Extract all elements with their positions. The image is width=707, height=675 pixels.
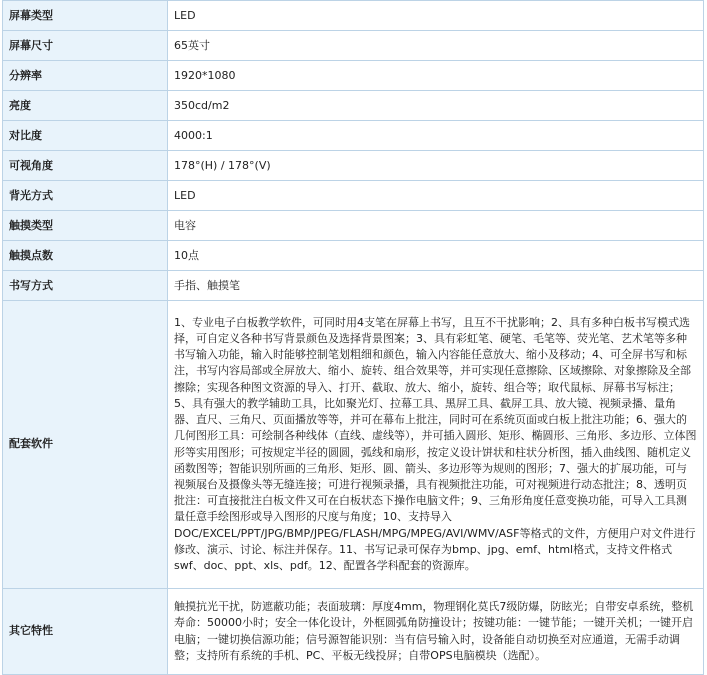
spec-value: 178°(H) / 178°(V) — [168, 151, 704, 181]
spec-row-contrast — [3, 121, 704, 151]
spec-value: LED — [168, 181, 704, 211]
spec-value: LED — [168, 1, 704, 31]
spec-value: 350cd/m2 — [168, 91, 704, 121]
spec-row-brightness — [3, 91, 704, 121]
spec-table — [2, 0, 704, 675]
spec-value: 4000:1 — [168, 121, 704, 151]
spec-value: 触摸抗光干扰，防遮蔽功能；表面玻璃：厚度4mm，物理钢化莫氏7级防爆，防眩光；自带安卓系统，整机寿命：50000小时；安全一体化设计，外框圆弧角防撞设计；按键功能：一键节能；一键开关机；一键开启电脑；一键切换信源功能；信号源智能识别：当有信号输入时，设备能自动切换至对应通道，无需手动调整；支持所有系统的手机、PC、平板无线投屏；自带OPS电脑模块（选配）。 — [168, 589, 704, 675]
spec-value: 10点 — [168, 241, 704, 271]
spec-value: 手指、触摸笔 — [168, 271, 704, 301]
spec-row-touch-points — [3, 241, 704, 271]
spec-row-viewing-angle — [3, 151, 704, 181]
spec-value: 1、专业电子白板教学软件，可同时用4支笔在屏幕上书写，且互不干扰影响；2、具有多种白板书写模式选择，可自定义各种书写背景颜色及选择背景图案；3、具有彩虹笔、硬笔、毛笔等、荧光笔、艺术笔等多种书写输入功能，输入时能够控制笔划粗细和颜色，输入内容能任意放大、缩小及移动；4、可全屏书写和标注，书写内容局部或全屏放大、缩小、旋转、组合效果等，并可实现任意擦除、区域擦除、对象擦除及全部擦除；实现各种图文资源的导入、打开、截取、放大、缩小，旋转、组合等；取代鼠标、屏幕书写标注；5、具有强大的教学辅助工具，比如聚光灯、拉幕工具、黑屏工具、截屏工具、放大镜、视频录播、量角器、直尺、三角尺、页面播放等等，并可在幕布上批注，同时可在系统页面或白板上批注功能；6、强大的几何图形工具：可绘制各种线体（直线、虚线等），并可插入圆形、矩形、椭圆形、三角形、多边形、立体图形等实用图形；可按规定半径的圆圆，弧线和扇形，按定义设计饼状和柱状分析图，插入曲线图、随机定义函数图等；智能识别所画的三角形、矩形、圆、箭头、多边形等为规则的图形；7、强大的扩展功能，可与视频展台及摄像头等无缝连接；可进行视频录播，具有视频批注功能，可对视频进行动态批注；8、透明页批注：可直接批注白板文件又可在白板状态下操作电脑文件；9、三角形角度任意变换功能，可导入工具测量任意手绘图形或导入图形的尺度与角度；10、支持导入DOC/EXCEL/PPT/JPG/BMP/JPEG/FLASH/MPG/MPEG/AVI/WMV/ASF等格式的文件，方便用户对文件进行修改、演示、讨论、标注并保存。11、书写记录可保存为bmp、jpg、emf、html格式，支持文件格式swf、doc、ppt、xls、pdf。12、配置各学科配套的资源库。 — [168, 301, 704, 589]
spec-label: 屏幕尺寸 — [3, 31, 168, 61]
spec-label: 触摸点数 — [3, 241, 168, 271]
spec-row-screen-type — [3, 1, 704, 31]
spec-label: 分辨率 — [3, 61, 168, 91]
spec-label: 触摸类型 — [3, 211, 168, 241]
spec-label: 屏幕类型 — [3, 1, 168, 31]
spec-row-resolution — [3, 61, 704, 91]
spec-row-screen-size — [3, 31, 704, 61]
spec-label: 其它特性 — [3, 589, 168, 675]
spec-value: 1920*1080 — [168, 61, 704, 91]
spec-row-writing-method — [3, 271, 704, 301]
spec-label: 亮度 — [3, 91, 168, 121]
spec-label: 书写方式 — [3, 271, 168, 301]
spec-label: 对比度 — [3, 121, 168, 151]
spec-label: 背光方式 — [3, 181, 168, 211]
spec-label: 可视角度 — [3, 151, 168, 181]
spec-row-backlight — [3, 181, 704, 211]
spec-row-touch-type — [3, 211, 704, 241]
spec-value: 电容 — [168, 211, 704, 241]
spec-row-software — [3, 301, 704, 589]
spec-value: 65英寸 — [168, 31, 704, 61]
spec-label: 配套软件 — [3, 301, 168, 589]
